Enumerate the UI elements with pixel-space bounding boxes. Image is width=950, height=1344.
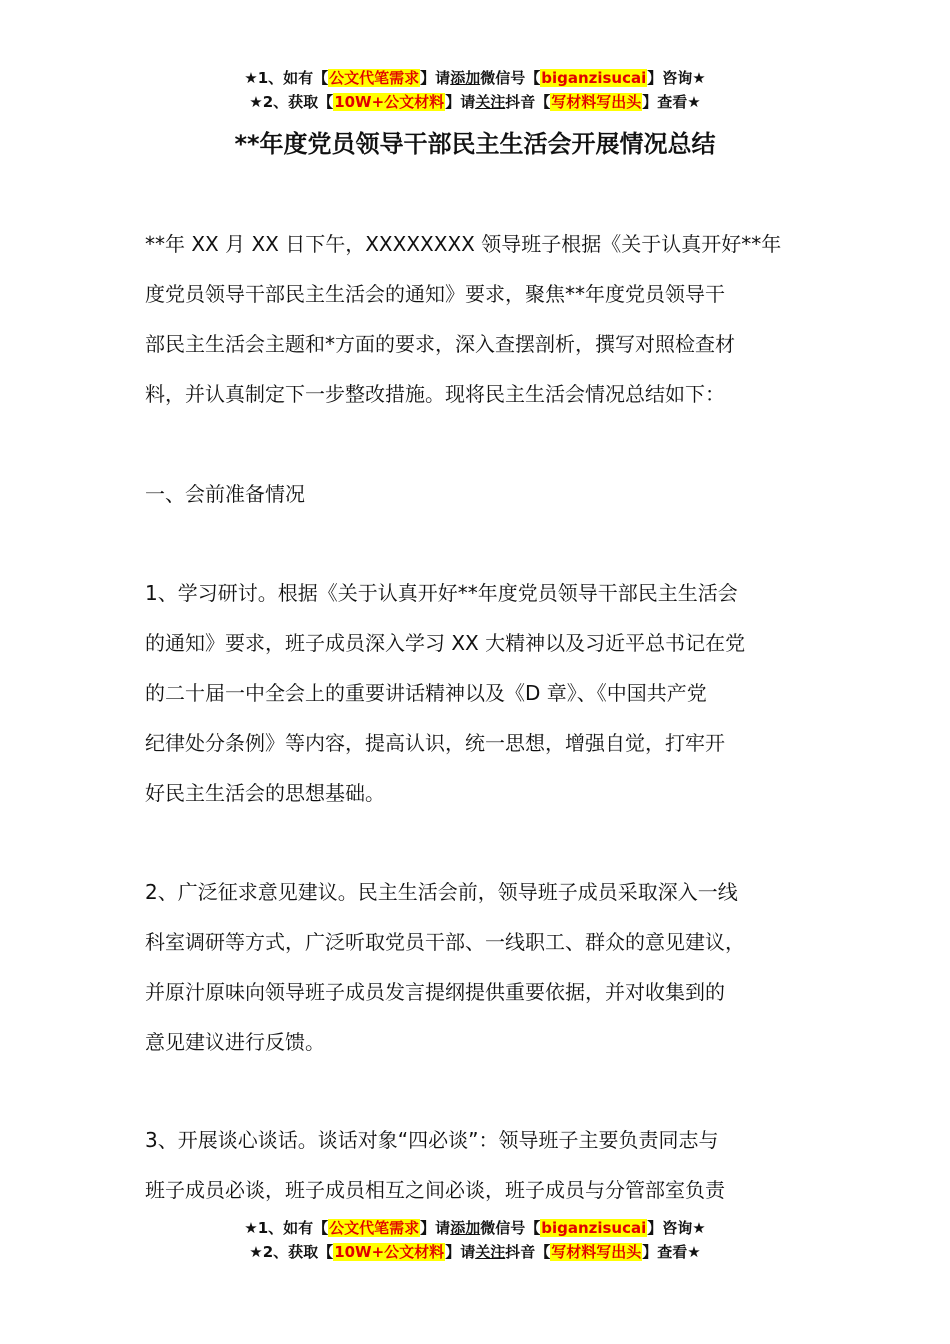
banner-line-1 <box>0 1216 950 1240</box>
text-line: 2、广泛征求意见建议。民主生活会前，领导班子成员采取深入一线 <box>145 880 738 904</box>
banner-text: ★1、如有【 <box>244 69 329 87</box>
banner-text: 微信号【 <box>480 69 541 87</box>
paragraph-study <box>145 568 825 818</box>
text-line: **年 XX 月 XX 日下午，XXXXXXXX 领导班子根据《关于认真开好**年 <box>145 232 782 256</box>
banner-underline: 关注 <box>475 93 506 111</box>
document-title: **年度党员领导干部民主生活会开展情况总结 <box>234 130 716 158</box>
text-line: 3、开展谈心谈话。谈话对象“四必谈”：领导班子主要负责同志与 <box>145 1128 719 1152</box>
text-line: 意见建议进行反馈。 <box>145 1030 325 1054</box>
banner-highlight: 10W+公文材料 <box>334 1243 445 1261</box>
text-line: 好民主生活会的思想基础。 <box>145 781 385 805</box>
banner-highlight: 写材料写出头 <box>551 1243 642 1261</box>
banner-text: 抖音【 <box>505 93 551 111</box>
text-line: 并原汁原味向领导班子成员发言提纲提供重要依据，并对收集到的 <box>145 980 725 1004</box>
footer-banner <box>0 1216 950 1264</box>
banner-text: ★2、获取【 <box>249 93 334 111</box>
text-line: 纪律处分条例》等内容，提高认识，统一思想，增强自觉，打牢开 <box>145 731 725 755</box>
banner-line-1 <box>0 66 950 90</box>
banner-text: 】请 <box>445 93 476 111</box>
banner-highlight: 公文代笔需求 <box>329 1219 420 1237</box>
text-line: 班子成员必谈，班子成员相互之间必谈，班子成员与分管部室负责 <box>145 1178 725 1202</box>
banner-text: 】请 <box>445 1243 476 1261</box>
banner-text: ★2、获取【 <box>249 1243 334 1261</box>
intro-paragraph <box>145 219 825 419</box>
paragraph-talks <box>145 1115 825 1215</box>
banner-highlight: biganzisucai <box>541 69 647 87</box>
banner-text: 】查看★ <box>642 93 701 111</box>
banner-highlight: 10W+公文材料 <box>334 93 445 111</box>
text-line: 科室调研等方式，广泛听取党员干部、一线职工、群众的意见建议， <box>145 930 745 954</box>
banner-text: 】咨询★ <box>647 69 706 87</box>
paragraph-opinions <box>145 867 825 1067</box>
banner-text: 抖音【 <box>505 1243 551 1261</box>
banner-line-2 <box>0 90 950 114</box>
banner-line-2 <box>0 1240 950 1264</box>
banner-text: ★1、如有【 <box>244 1219 329 1237</box>
banner-underline: 关注 <box>475 1243 506 1261</box>
banner-underline: 添加 <box>450 69 481 87</box>
banner-text: 】咨询★ <box>647 1219 706 1237</box>
banner-highlight: biganzisucai <box>541 1219 647 1237</box>
banner-text: 微信号【 <box>480 1219 541 1237</box>
banner-text: 】查看★ <box>642 1243 701 1261</box>
header-banner <box>0 66 950 114</box>
banner-text: 】请 <box>420 1219 451 1237</box>
text-line: 度党员领导干部民主生活会的通知》要求，聚焦**年度党员领导干 <box>145 282 725 306</box>
banner-text: 】请 <box>420 69 451 87</box>
text-line: 的通知》要求，班子成员深入学习 XX 大精神以及习近平总书记在党 <box>145 631 746 655</box>
section-heading-text: 一、会前准备情况 <box>145 482 305 506</box>
text-line: 部民主生活会主题和*方面的要求，深入查摆剖析，撰写对照检查材 <box>145 332 735 356</box>
text-line: 料，并认真制定下一步整改措施。现将民主生活会情况总结如下： <box>145 382 725 406</box>
text-line: 的二十届一中全会上的重要讲话精神以及《D 章》、《中国共产党 <box>145 681 707 705</box>
section-heading <box>145 469 825 519</box>
text-line: 1、学习研讨。根据《关于认真开好**年度党员领导干部民主生活会 <box>145 581 738 605</box>
banner-highlight: 写材料写出头 <box>551 93 642 111</box>
banner-underline: 添加 <box>450 1219 481 1237</box>
banner-highlight: 公文代笔需求 <box>329 69 420 87</box>
